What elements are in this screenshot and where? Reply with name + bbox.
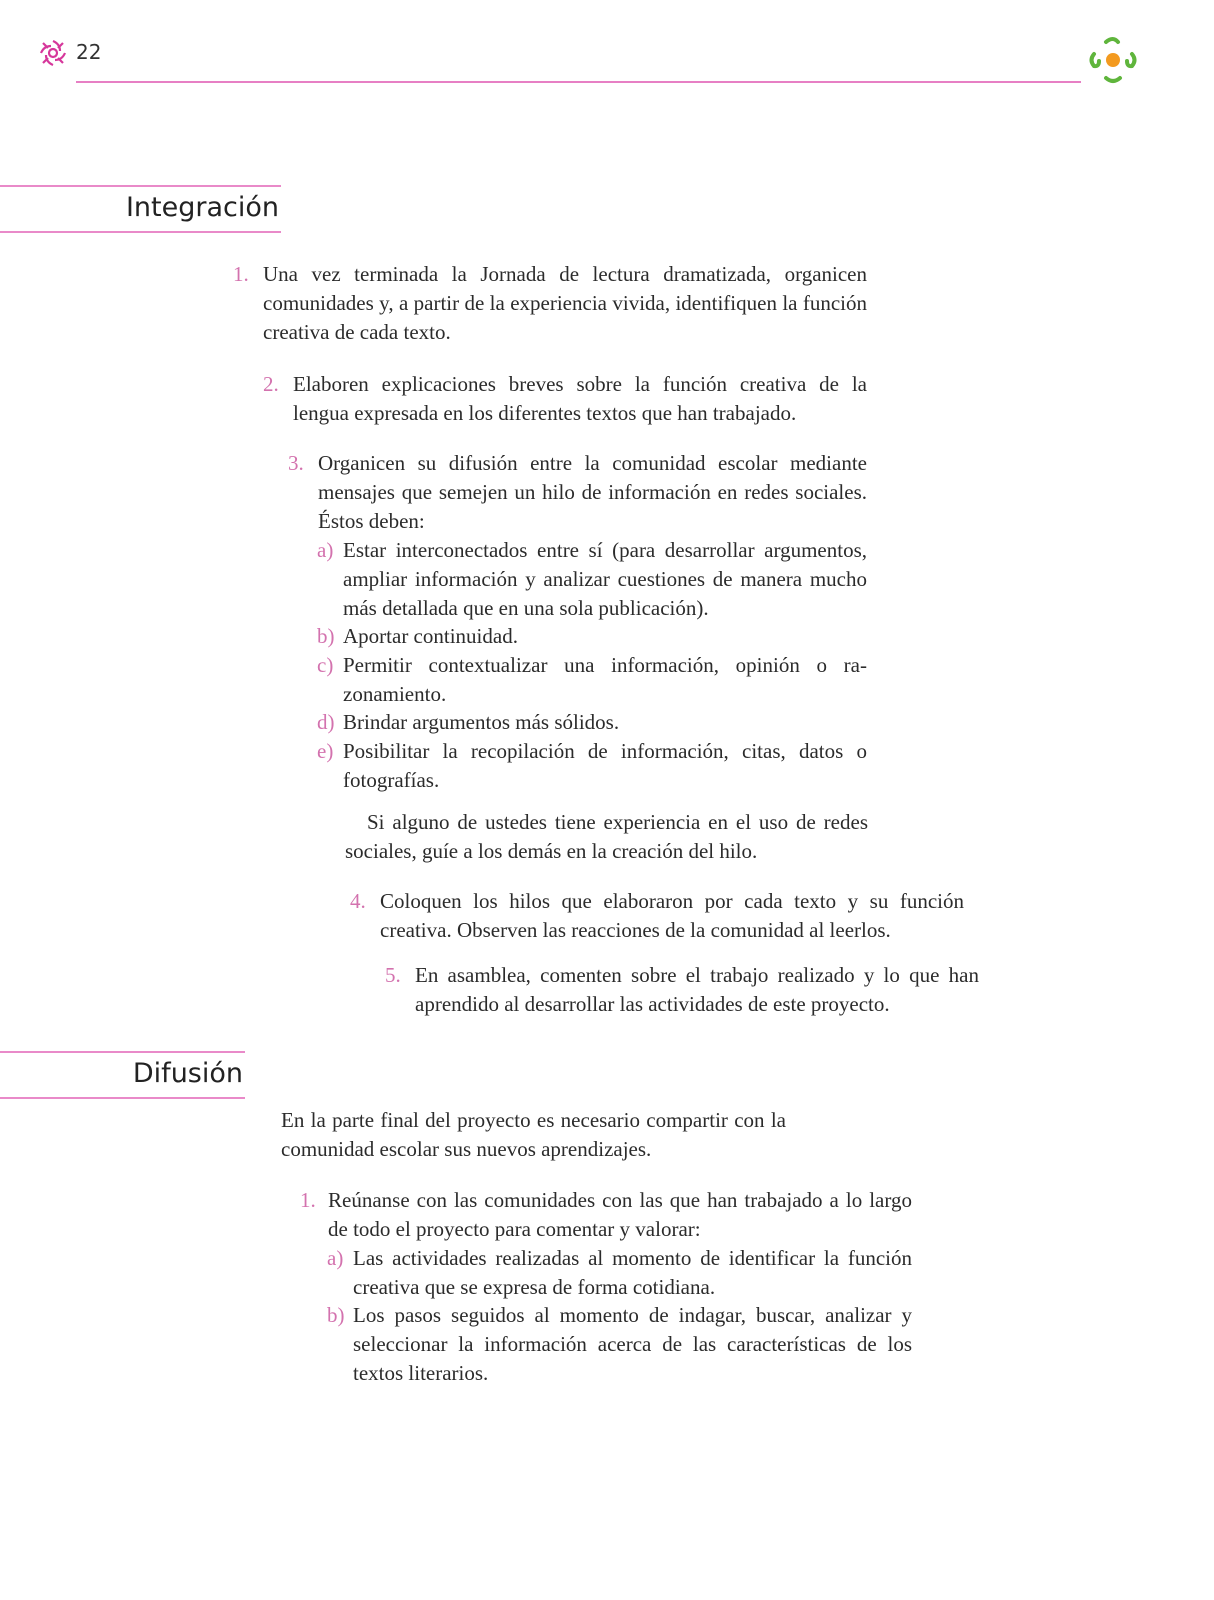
section-title: Integración xyxy=(125,192,279,223)
item-number: 1. xyxy=(300,1188,316,1212)
item-text: Una vez terminada la Jornada de lectura dramatizada, organicen comunidades y, a partir de la experiencia vivida, identifiquen la función creativa de cada texto. xyxy=(263,262,867,344)
sub-item xyxy=(317,651,867,709)
sub-item-text: Estar interconectados entre sí (para desarrollar argumentos, ampliar información y analizar cuestiones de manera mucho más detallada que en una sola publicación). xyxy=(343,538,867,620)
section-heading-integracion xyxy=(0,185,281,233)
sub-item-label: e) xyxy=(317,739,334,763)
community-logo-icon xyxy=(1086,34,1140,86)
item-text: Reúnanse con las comunidades con las que han trabajado a lo largo de todo el proyecto para comentar y valorar: xyxy=(328,1188,912,1241)
sub-item-text: Permitir contextualizar una información, opinión o razonamiento. xyxy=(343,653,867,706)
list-item xyxy=(350,887,964,945)
list-item xyxy=(263,370,867,428)
sub-item-label: b) xyxy=(327,1303,345,1327)
sub-item-text: Las actividades realizadas al momento de identificar la función creativa que se expresa de forma cotidiana. xyxy=(353,1246,912,1299)
item-text: Coloquen los hilos que elaboraron por cada texto y su función creativa. Observen las reacciones de la comunidad al leerlos. xyxy=(380,889,964,942)
sub-item-label: a) xyxy=(327,1246,344,1270)
note-paragraph: Si alguno de ustedes tiene experiencia en el uso de redes sociales, guíe a los demás en la creación del hilo. xyxy=(345,810,868,863)
item-text: Organicen su difusión entre la comunidad escolar mediante mensajes que semejen un hilo de información en redes sociales. Éstos deben: xyxy=(318,451,867,533)
sub-item xyxy=(317,708,867,737)
section-title: Difusión xyxy=(132,1058,243,1089)
sub-item-label: c) xyxy=(317,653,334,677)
sub-item xyxy=(327,1301,912,1388)
sub-item xyxy=(317,622,867,651)
list-item xyxy=(233,260,867,347)
section-heading-difusion xyxy=(0,1051,245,1099)
list-item xyxy=(300,1186,912,1244)
item-text: En asamblea, comenten sobre el trabajo realizado y lo que han aprendido al desarrollar las actividades de este proyecto. xyxy=(415,963,979,1016)
item-text: Elaboren explicaciones breves sobre la función creativa de la lengua expresada en los diferentes textos que han trabajado. xyxy=(293,372,867,425)
sub-item-text: Posibilitar la recopilación de información, citas, datos o fotografías. xyxy=(343,739,867,792)
intro-paragraph: En la parte final del proyecto es necesario compartir con la comunidad escolar sus nuevos aprendizajes. xyxy=(281,1108,786,1161)
header-rule xyxy=(76,81,1081,83)
sub-item-text: Aportar continuidad. xyxy=(343,624,518,648)
item-number: 1. xyxy=(233,262,249,286)
page-number: 22 xyxy=(76,40,102,64)
item-number: 3. xyxy=(288,451,304,475)
sub-item-label: d) xyxy=(317,710,335,734)
sub-item-label: a) xyxy=(317,538,334,562)
sub-item xyxy=(317,737,867,795)
sub-item-label: b) xyxy=(317,624,335,648)
pink-ornament-icon xyxy=(38,38,68,68)
list-item xyxy=(385,961,979,1019)
item-number: 5. xyxy=(385,963,401,987)
sub-item-text: Los pasos seguidos al momento de indagar, buscar, analizar y seleccionar la información acerca de las características de los textos literarios. xyxy=(353,1303,912,1385)
sub-item xyxy=(317,536,867,623)
item-number: 4. xyxy=(350,889,366,913)
sub-item-text: Brindar argumentos más sólidos. xyxy=(343,710,620,734)
list-item xyxy=(288,449,867,536)
sub-item xyxy=(327,1244,912,1302)
item-number: 2. xyxy=(263,372,279,396)
